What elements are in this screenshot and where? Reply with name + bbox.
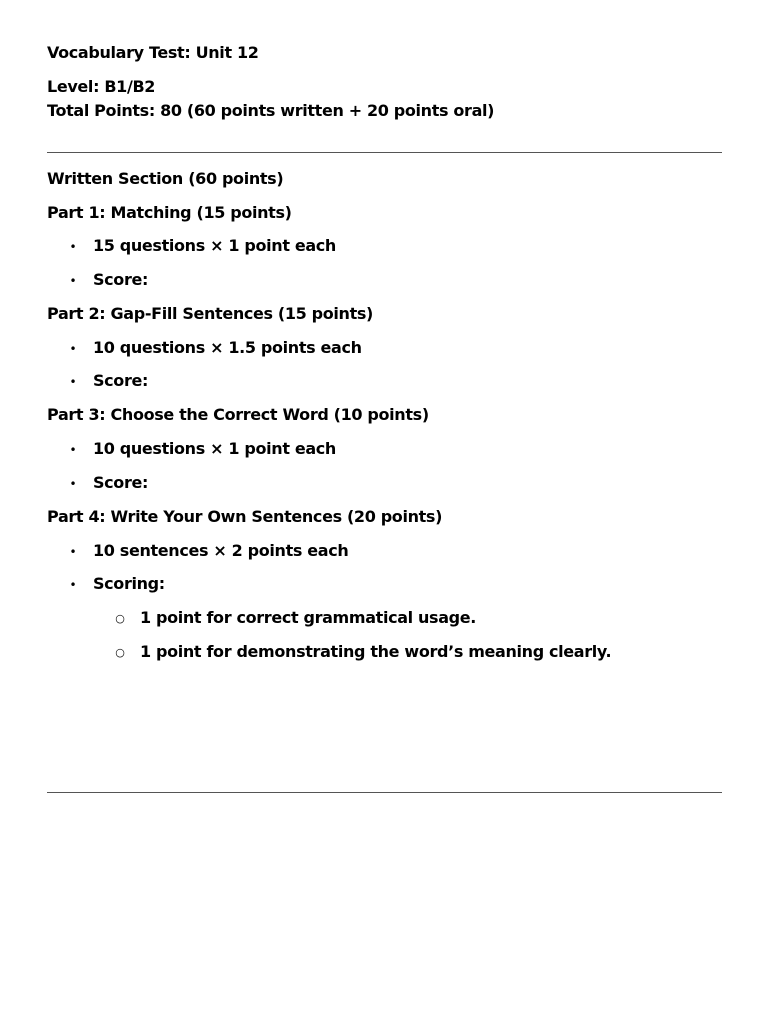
part2-heading: Part 2: Gap-Fill Sentences (15 points) (47, 304, 374, 323)
bullet-icon: • (69, 240, 77, 254)
part3-heading: Part 3: Choose the Correct Word (10 points) (47, 405, 429, 424)
section-divider-bottom (47, 792, 722, 793)
bullet-icon: • (69, 342, 77, 356)
scoring-criterion-meaning: 1 point for demonstrating the word’s meaning clearly. (140, 642, 612, 661)
bullet-icon: • (69, 545, 77, 559)
part3-item-questions: 10 questions × 1 point each (93, 439, 336, 458)
part3-item-score: Score: (93, 473, 149, 492)
part2-item-score: Score: (93, 371, 149, 390)
part1-item-questions: 15 questions × 1 point each (93, 236, 336, 255)
bullet-icon: • (69, 375, 77, 389)
total-points-line: Total Points: 80 (60 points written + 20 points oral) (47, 101, 495, 120)
bullet-icon: • (69, 274, 77, 288)
section-divider-top (47, 152, 722, 153)
circle-bullet-icon: ○ (115, 646, 125, 659)
scoring-criterion-grammar: 1 point for correct grammatical usage. (140, 608, 477, 627)
document-title: Vocabulary Test: Unit 12 (47, 43, 259, 62)
level-line: Level: B1/B2 (47, 77, 156, 96)
part1-heading: Part 1: Matching (15 points) (47, 203, 292, 222)
circle-bullet-icon: ○ (115, 612, 125, 625)
part1-item-score: Score: (93, 270, 149, 289)
written-section-heading: Written Section (60 points) (47, 169, 284, 188)
bullet-icon: • (69, 477, 77, 491)
part2-item-questions: 10 questions × 1.5 points each (93, 338, 362, 357)
bullet-icon: • (69, 578, 77, 592)
part4-item-sentences: 10 sentences × 2 points each (93, 541, 349, 560)
bullet-icon: • (69, 443, 77, 457)
part4-item-scoring: Scoring: (93, 574, 165, 593)
part4-heading: Part 4: Write Your Own Sentences (20 points) (47, 507, 443, 526)
